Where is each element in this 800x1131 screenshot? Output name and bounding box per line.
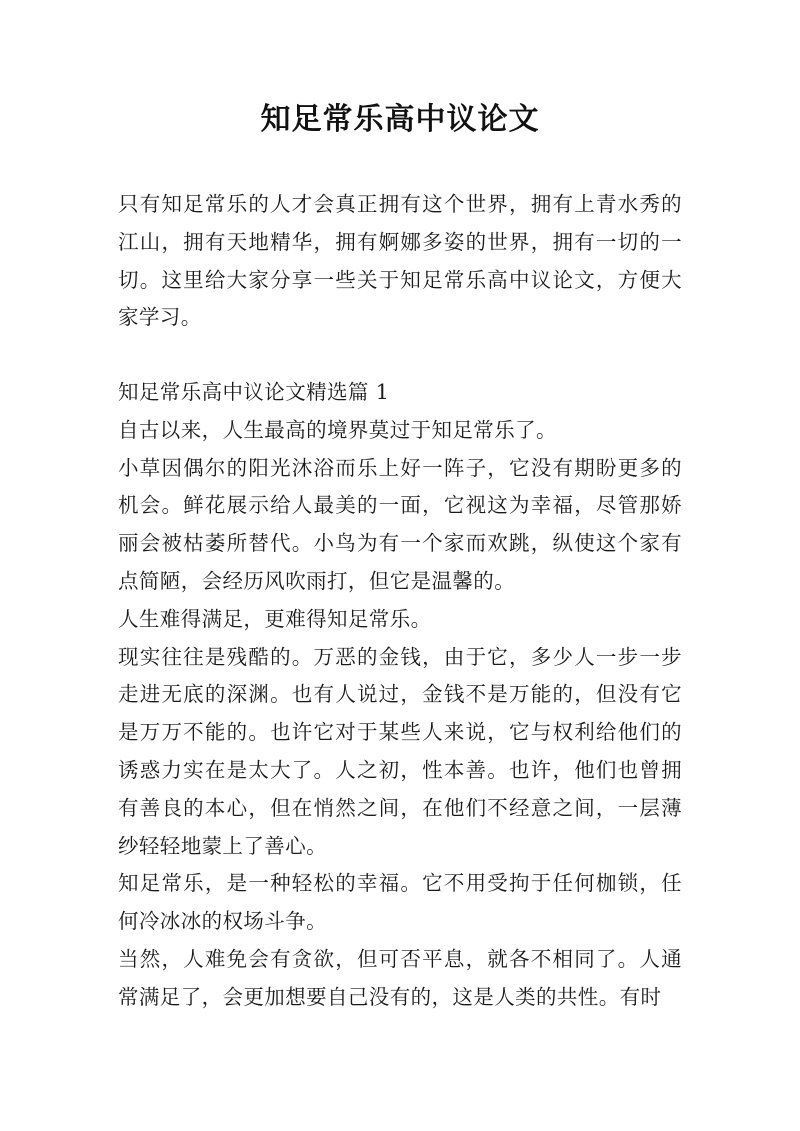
body-paragraph: 当然，人难免会有贪欲，但可否平息，就各不相同了。人通常满足了，会更加想要自己没有的，这是人类的共性。有时 xyxy=(118,946,682,1009)
body-paragraph: 自古以来，人生最高的境界莫过于知足常乐了。 xyxy=(118,417,557,442)
intro-paragraph: 只有知足常乐的人才会真正拥有这个世界，拥有上青水秀的江山，拥有天地精华，拥有婀娜多姿的世界，拥有一切的一切。这里给大家分享一些关于知足常乐高中议论文，方便大家学习。 xyxy=(118,192,682,330)
body-paragraph: 小草因偶尔的阳光沐浴而乐上好一阵子，它没有期盼更多的机会。鲜花展示给人最美的一面，它视这为幸福，尽管那娇丽会被枯萎所替代。小鸟为有一个家而欢跳，纵使这个家有点简陋，会经历风吹雨打，但它是温馨的。 xyxy=(118,455,682,593)
intro-block xyxy=(118,186,682,337)
body-paragraph: 人生难得满足，更难得知足常乐。 xyxy=(118,606,432,631)
body-paragraph: 知足常乐，是一种轻松的幸福。它不用受拘于任何枷锁，任何冷冰冰的权场斗争。 xyxy=(118,871,682,934)
section-heading: 知足常乐高中议论文精选篇 1 xyxy=(118,380,390,404)
body-paragraph: 现实往往是残酷的。万恶的金钱，由于它，多少人一步一步走进无底的深渊。也有人说过，金钱不是万能的，但没有它是万万不能的。也许它对于某些人来说，它与权利给他们的诱惑力实在是太大了。人之初，性本善。也许，他们也曾拥有善良的本心，但在悄然之间，在他们不经意之间，一层薄纱轻轻地蒙上了善心。 xyxy=(118,644,682,858)
document-title: 知足常乐高中议论文 xyxy=(260,102,540,137)
article-body xyxy=(118,374,682,1017)
